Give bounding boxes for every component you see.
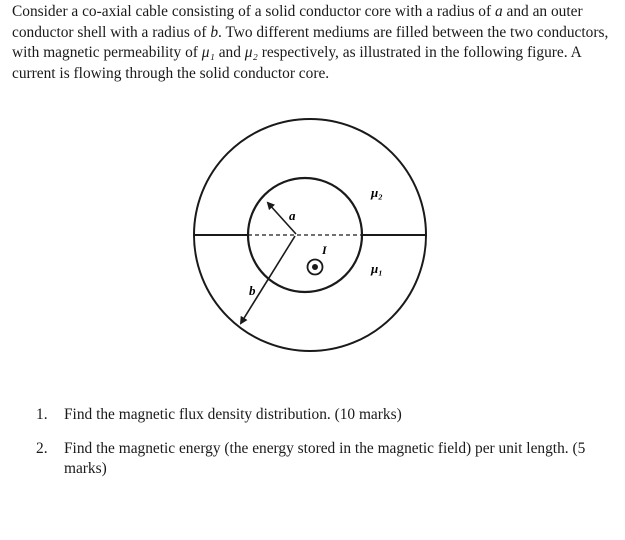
label-mu1: μ₁ [371, 261, 383, 276]
label-b: b [249, 283, 256, 298]
var-mu2: μ₂ [244, 44, 258, 62]
question-number: 1. [36, 406, 48, 423]
intro-text-2: and an outer conductor shell with a radius of [12, 3, 583, 41]
coaxial-cable-figure [185, 113, 435, 363]
question-list [36, 405, 596, 493]
var-a: a [494, 3, 503, 20]
question-text: Find the magnetic energy (the energy stored in the magnetic field) per unit length. (5 marks) [64, 440, 586, 477]
intro-text-4: and [214, 44, 245, 62]
coaxial-cable-diagram [185, 113, 435, 363]
question-item [36, 405, 596, 425]
var-b: b [210, 23, 219, 41]
question-text: Find the magnetic flux density distribution. (10 marks) [64, 406, 402, 423]
label-mu2: μ₂ [371, 185, 383, 200]
question-number: 2. [36, 440, 48, 457]
current-out-of-page-icon [308, 260, 323, 275]
intro-text-3: . Two different mediums are filled between the two conductors, with magnetic permeability of [12, 23, 609, 62]
question-item [36, 439, 596, 479]
label-current: I [322, 243, 327, 257]
problem-statement [12, 2, 612, 84]
intro-text-5: respectively, as illustrated in the following figure. A current is flowing through the solid conductor core. [12, 44, 581, 82]
label-a: a [289, 208, 296, 223]
var-mu1: μ₁ [201, 44, 215, 62]
intro-text-1: Consider a co-axial cable consisting of a solid conductor core with a radius of [12, 3, 495, 20]
